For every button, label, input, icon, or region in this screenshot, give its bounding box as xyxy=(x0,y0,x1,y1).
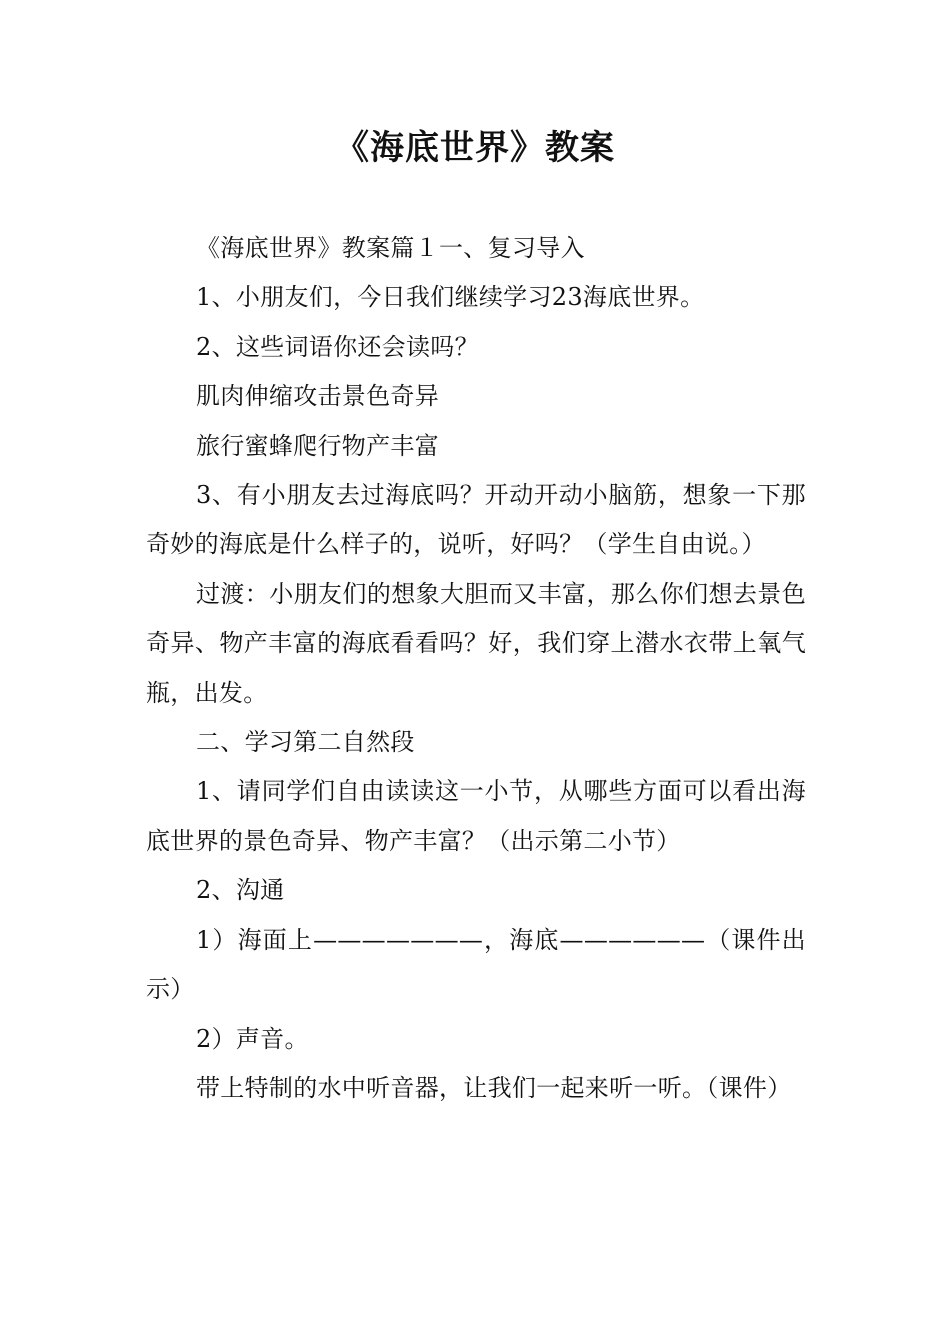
paragraph-item-2: 2、这些词语你还会读吗？ xyxy=(196,332,479,361)
paragraph-section-2-item-1: 1、请同学们自由读读这一小节，从哪些方面可以看出海底世界的景色奇异、物产丰富？（出示第二小节） xyxy=(146,777,806,855)
paragraph-vocab-line-1: 肌肉伸缩攻击景色奇异 xyxy=(196,382,439,411)
paragraph-listening: 带上特制的水中听音器，让我们一起来听一听。（课件） xyxy=(196,1073,792,1102)
paragraph-transition: 过渡：小朋友们的想象大胆而又丰富，那么你们想去景色奇异、物产丰富的海底看看吗？好，我们穿上潜水衣带上氧气瓶，出发。 xyxy=(146,579,806,707)
paragraph-item-3: 3、有小朋友去过海底吗？开动开动小脑筋，想象一下那奇妙的海底是什么样子的，说听，好吗？（学生自由说。） xyxy=(146,481,806,559)
paragraph-subitem-1: 1）海面上———————，海底——————（课件出示） xyxy=(146,925,806,1004)
paragraph-section-2-heading: 二、学习第二自然段 xyxy=(196,728,415,757)
paragraph-section-2-item-2: 2、沟通 xyxy=(196,876,285,905)
paragraph-vocab-line-2: 旅行蜜蜂爬行物产丰富 xyxy=(196,431,439,460)
paragraph-subitem-2: 2）声音。 xyxy=(196,1024,309,1053)
paragraph-item-1: 1、小朋友们，今日我们继续学习23海底世界。 xyxy=(196,283,705,312)
document-title: 《海底世界》教案 xyxy=(335,128,615,168)
paragraph-section-1-heading: 《海底世界》教案篇１一、复习导入 xyxy=(196,234,585,262)
document-body xyxy=(146,224,806,1113)
